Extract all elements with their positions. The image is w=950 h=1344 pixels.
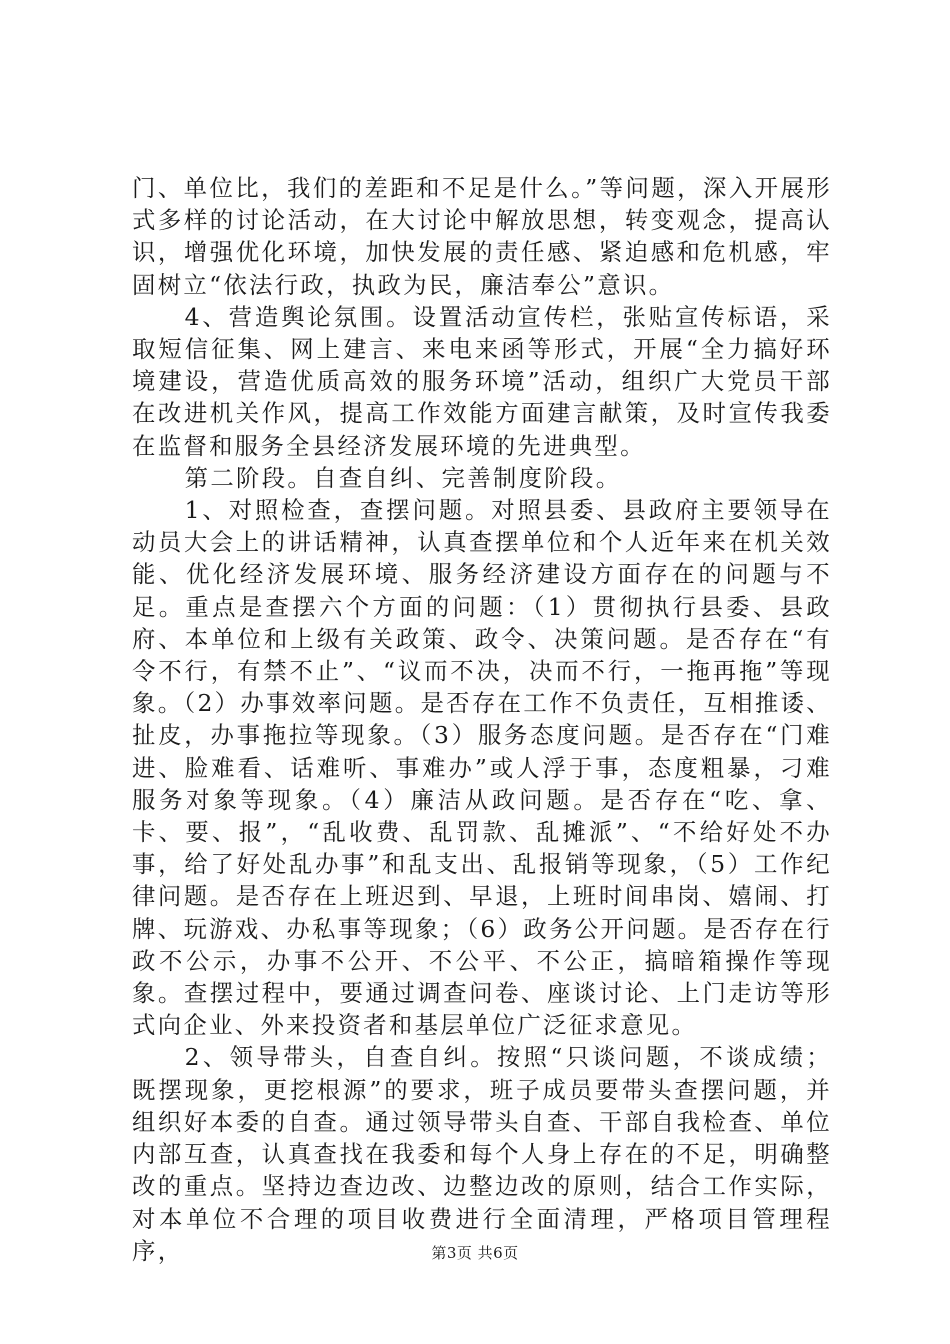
section-heading-stage-two: 第二阶段。自查自纠、完善制度阶段。 xyxy=(184,463,622,492)
paragraph-item-1: 1、对照检查，查摆问题。对照县委、县政府主要领导在动员大会上的讲话精神，认真查摆单位和个人近年来在机关效能、优化经济发展环境、服务经济建设方面存在的问题与不足。重点是查摆六个方面的问题：（1）贯彻执行县委、县政府、本单位和上级有关政策、政令、决策问题。是否存在“有令不行，有禁不止”、“议而不决，决而不行，一拖再拖”等现象。（2）办事效率问题。是否存在工作不负责任，互相推诿、扯皮，办事拖拉等现象。（3）服务态度问题。是否存在“门难进、脸难看、话难听、事难办”或人浮于事，态度粗暴，刁难服务对象等现象。（4）廉洁从政问题。是否存在“吃、拿、卡、要、报”，“乱收费、乱罚款、乱摊派”、“不给好处不办事，给了好处乱办事”和乱支出、乱报销等现象，（5）工作纪律问题。是否存在上班迟到、早退，上班时间串岗、嬉闹、打牌、玩游戏、办私事等现象；（6）政务公开问题。是否存在行政不公示，办事不公开、不公平、不公正，搞暗箱操作等现象。查摆过程中，要通过调查问卷、座谈讨论、上门走访等形式向企业、外来投资者和基层单位广泛征求意见。 xyxy=(132,496,832,1040)
document-body xyxy=(132,172,832,1267)
page-number: 第3页 共6页 xyxy=(431,1244,519,1262)
paragraph-item-4: 4、营造舆论氛围。设置活动宣传栏，张贴宣传标语，采取短信征集、网上建言、来电来函等形式，开展“全力搞好环境建设，营造优质高效的服务环境”活动，组织广大党员干部在改进机关作风，提高工作效能方面建言献策，及时宣传我委在监督和服务全县经济发展环境的先进典型。 xyxy=(132,302,832,460)
paragraph-continuation: 门、单位比，我们的差距和不足是什么。”等问题，深入开展形式多样的讨论活动，在大讨论中解放思想，转变观念，提高认识，增强优化环境，加快发展的责任感、紧迫感和危机感，牢固树立“依法行政，执政为民，廉洁奉公”意识。 xyxy=(132,174,832,299)
paragraph-item-2: 2、领导带头，自查自纠。按照“只谈问题，不谈成绩；既摆现象，更挖根源”的要求，班子成员要带头查摆问题，并组织好本委的自查。通过领导带头自查、干部自我检查、单位内部互查，认真查找在我委和每个人身上存在的不足，明确整改的重点。坚持边查边改、边整边改的原则，结合工作实际，对本单位不合理的项目收费进行全面清理，严格项目管理程序， xyxy=(132,1043,832,1265)
